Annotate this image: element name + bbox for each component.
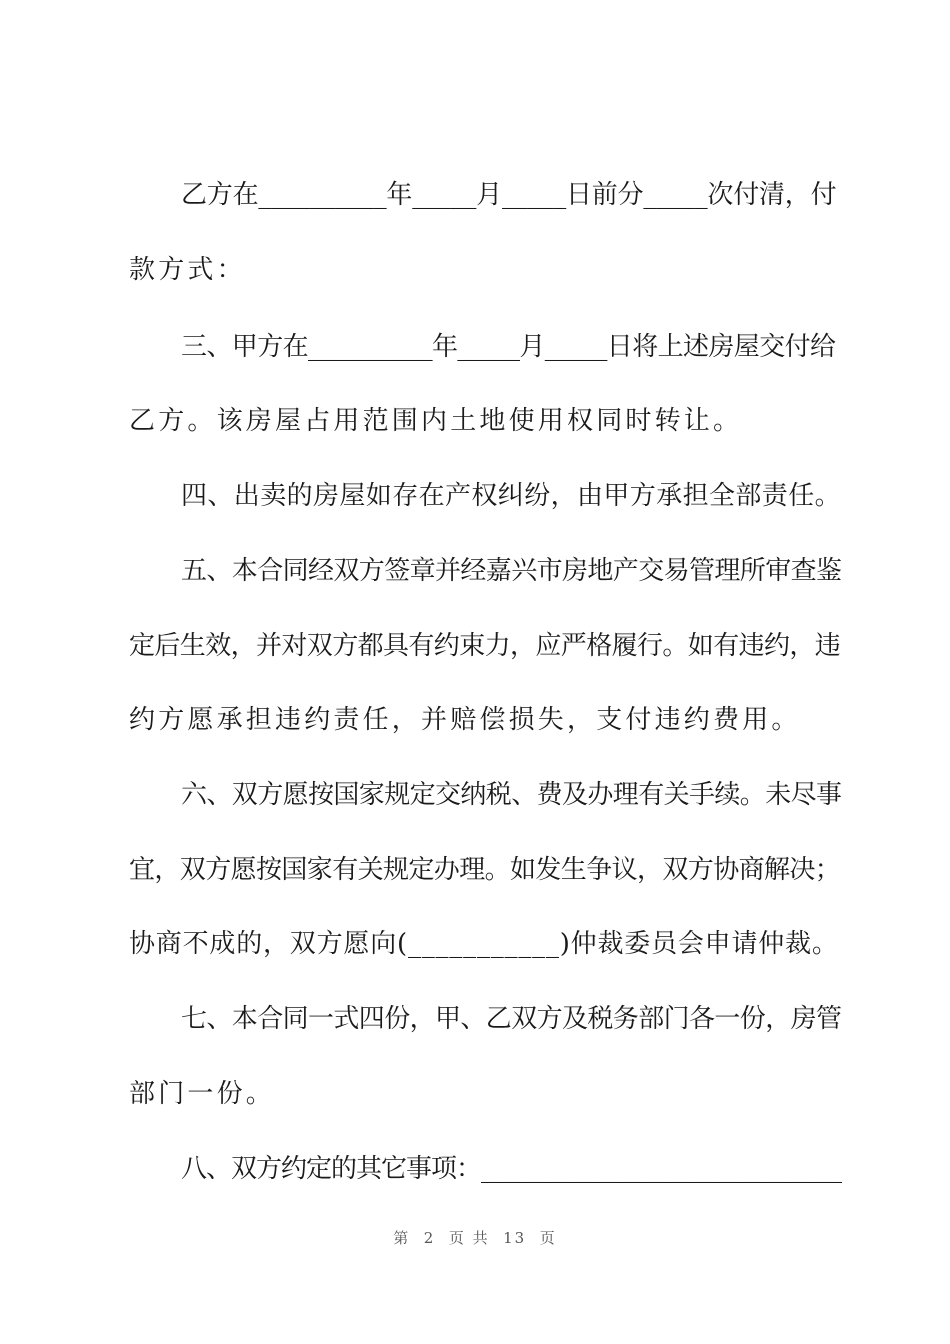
paragraph-line: 五、本合同经双方签章并经嘉兴市房地产交易管理所审查鉴 xyxy=(181,556,842,586)
paragraph-line: 约方愿承担违约责任，并赔偿损失，支付违约费用。 xyxy=(129,705,801,735)
paragraph-line: 六、双方愿按国家规定交纳税、费及办理有关手续。未尽事 xyxy=(181,780,842,810)
paragraph-line: 协商不成的，双方愿向(___________)仲裁委员会申请仲裁。 xyxy=(129,929,839,959)
paragraph-line: 乙方。该房屋占用范围内土地使用权同时转让。 xyxy=(129,406,743,436)
paragraph-line: 宜，双方愿按国家有关规定办理。如发生争议，双方协商解决； xyxy=(129,855,841,885)
paragraph-line: 七、本合同一式四份，甲、乙双方及税务部门各一份，房管 xyxy=(181,1004,842,1034)
paragraph-line: 款方式： xyxy=(129,255,246,285)
paragraph-line: 三、甲方在__________年_____月_____日将上述房屋交付给 xyxy=(181,332,836,362)
paragraph-line: 部门一份。 xyxy=(129,1079,276,1109)
paragraph-line: 八、双方约定的其它事项：______________________________ xyxy=(181,1154,842,1184)
paragraph-line: 四、出卖的房屋如存在产权纠纷，由甲方承担全部责任。 xyxy=(181,481,842,511)
paragraph-line: 定后生效，并对双方都具有约束力，应严格履行。如有违约，违 xyxy=(129,631,841,661)
paragraph-line: 乙方在__________年_____月_____日前分_____次付清，付 xyxy=(181,180,837,210)
page-number-footer: 第 2 页 共 13 页 xyxy=(393,1229,557,1247)
